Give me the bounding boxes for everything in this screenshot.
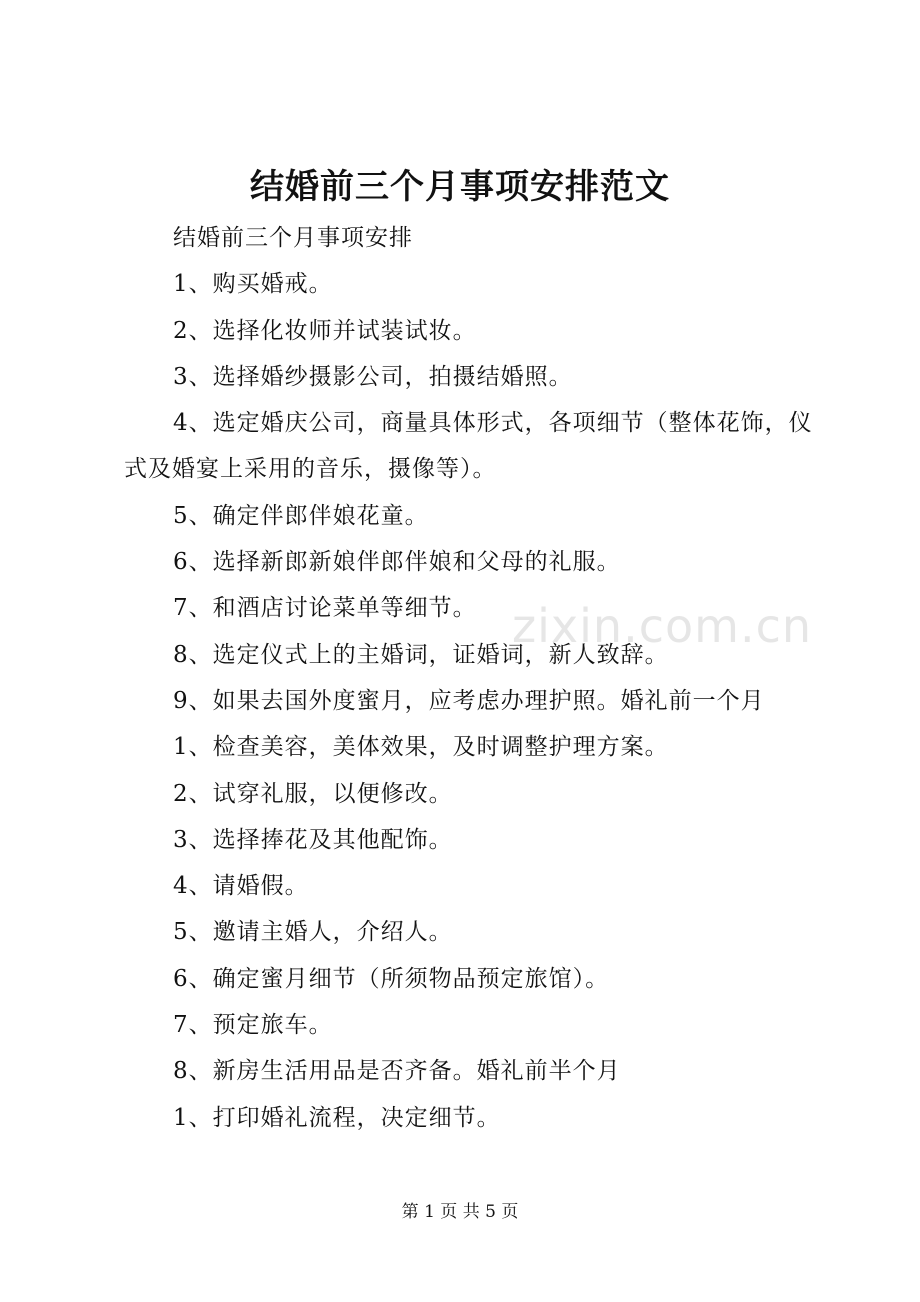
paragraph: 8、选定仪式上的主婚词，证婚词，新人致辞。 — [173, 641, 669, 668]
paragraph: 结婚前三个月事项安排 — [173, 225, 413, 251]
paragraph: 1、打印婚礼流程，决定细节。 — [173, 1104, 501, 1131]
watermark: zixin.com.cn — [512, 599, 813, 653]
paragraph: 7、预定旅车。 — [173, 1012, 333, 1039]
paragraph: 3、选择婚纱摄影公司，拍摄结婚照。 — [173, 363, 573, 390]
paragraph: 4、请婚假。 — [173, 873, 309, 900]
page-footer: 第 1 页 共 5 页 — [401, 1202, 519, 1222]
paragraph: 7、和酒店讨论菜单等细节。 — [173, 595, 477, 622]
paragraph: 1、购买婚戒。 — [173, 271, 333, 298]
paragraph: 5、邀请主婚人，介绍人。 — [173, 919, 453, 946]
paragraph: 5、确定伴郎伴娘花童。 — [173, 502, 429, 529]
paragraph: 6、选择新郎新娘伴郎伴娘和父母的礼服。 — [173, 549, 621, 576]
paragraph: 9、如果去国外度蜜月，应考虑办理护照。婚礼前一个月 — [173, 687, 765, 714]
paragraph: 2、选择化妆师并试装试妆。 — [173, 317, 477, 344]
paragraph: 3、选择捧花及其他配饰。 — [173, 826, 453, 853]
paragraph: 1、检查美容，美体效果，及时调整护理方案。 — [173, 734, 669, 761]
paragraph: 2、试穿礼服，以便修改。 — [173, 780, 453, 807]
paragraph: 6、确定蜜月细节（所须物品预定旅馆）。 — [173, 965, 610, 992]
paragraph: 8、新房生活用品是否齐备。婚礼前半个月 — [173, 1058, 621, 1085]
paragraph: 4、选定婚庆公司，商量具体形式，各项细节（整体花饰，仪式及婚宴上采用的音乐，摄像等）。 — [124, 410, 813, 483]
document-body — [124, 215, 814, 1141]
document-title: 结婚前三个月事项安排范文 — [250, 167, 670, 207]
